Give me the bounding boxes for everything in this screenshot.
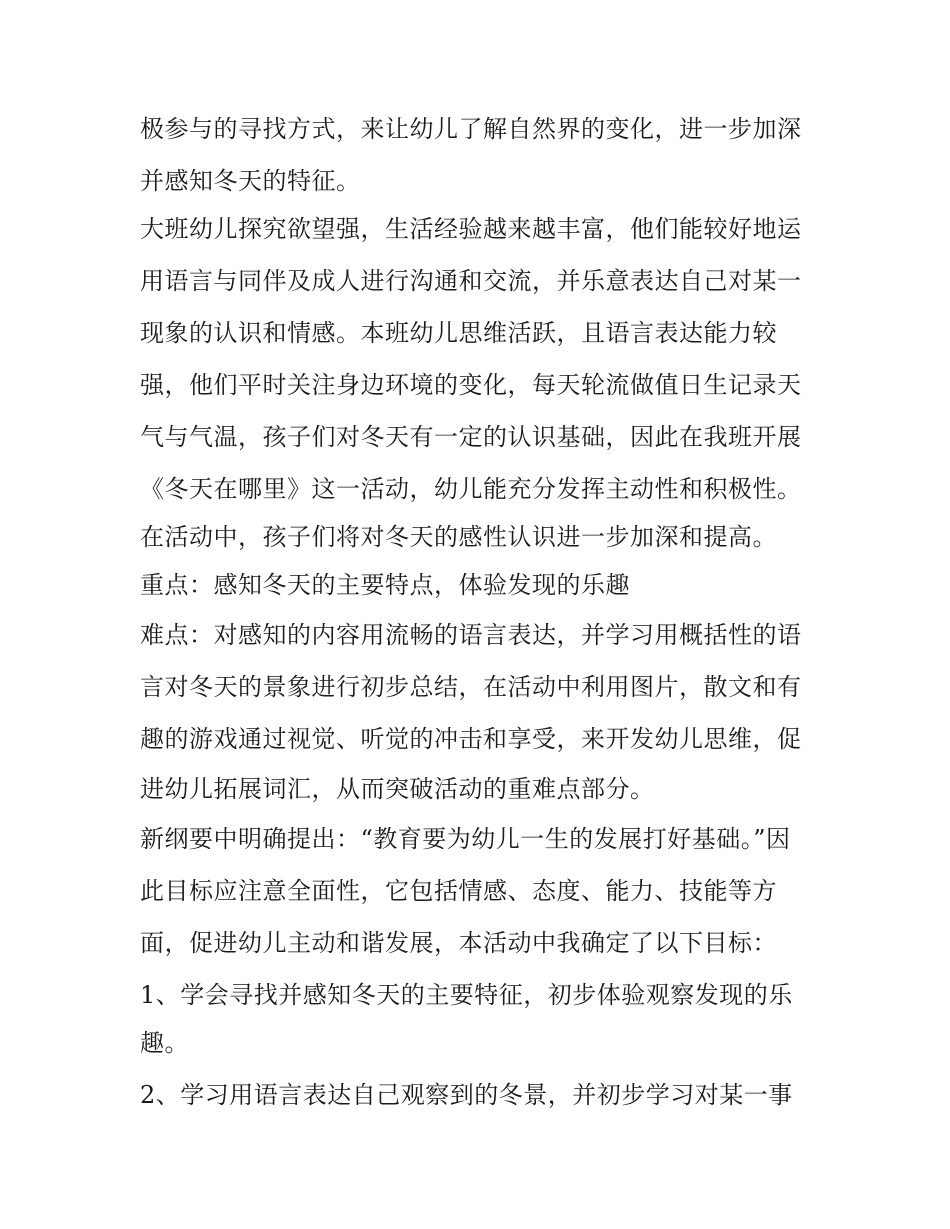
text-line: 进幼儿拓展词汇，从而突破活动的重难点部分。 [140, 775, 655, 803]
text-line: 言对冬天的景象进行初步总结，在活动中利用图片，散文和有 [140, 673, 802, 701]
text-line: 新纲要中明确提出：“教育要为幼儿一生的发展打好基础。”因 [140, 825, 791, 853]
text-line: 并感知冬天的特征。 [140, 167, 361, 195]
text-line: 气与气温，孩子们对冬天有一定的认识基础，因此在我班开展 [140, 423, 802, 451]
text-line: 面，促进幼儿主动和谐发展，本活动中我确定了以下目标： [140, 929, 777, 957]
list-item-2: 2、学习用语言表达自己观察到的冬景，并初步学习对某一事 [140, 1081, 793, 1109]
heading-key-points: 重点：感知冬天的主要特点，体验发现的乐趣 [140, 571, 630, 599]
text-line: 大班幼儿探究欲望强，生活经验越来越丰富，他们能较好地运 [140, 215, 802, 243]
text-line: 强，他们平时关注身边环境的变化，每天轮流做值日生记录天 [140, 371, 802, 399]
text-line: 在活动中，孩子们将对冬天的感性认识进一步加深和提高。 [140, 523, 777, 551]
text-line: 《冬天在哪里》这一活动，幼儿能充分发挥主动性和积极性。 [140, 475, 802, 503]
text-line: 趣的游戏通过视觉、听觉的冲击和享受，来开发幼儿思维，促 [140, 725, 802, 753]
list-item-1-cont: 趣。 [140, 1029, 189, 1057]
text-line: 此目标应注意全面性，它包括情感、态度、能力、技能等方 [140, 877, 777, 905]
list-item-1: 1、学会寻找并感知冬天的主要特征，初步体验观察发现的乐 [140, 981, 793, 1009]
text-line: 极参与的寻找方式，来让幼儿了解自然界的变化，进一步加深 [140, 115, 802, 143]
heading-difficulties: 难点：对感知的内容用流畅的语言表达，并学习用概括性的语 [140, 621, 802, 649]
text-line: 现象的认识和情感。本班幼儿思维活跃，且语言表达能力较 [140, 319, 777, 347]
text-line: 用语言与同伴及成人进行沟通和交流，并乐意表达自己对某一 [140, 267, 802, 295]
